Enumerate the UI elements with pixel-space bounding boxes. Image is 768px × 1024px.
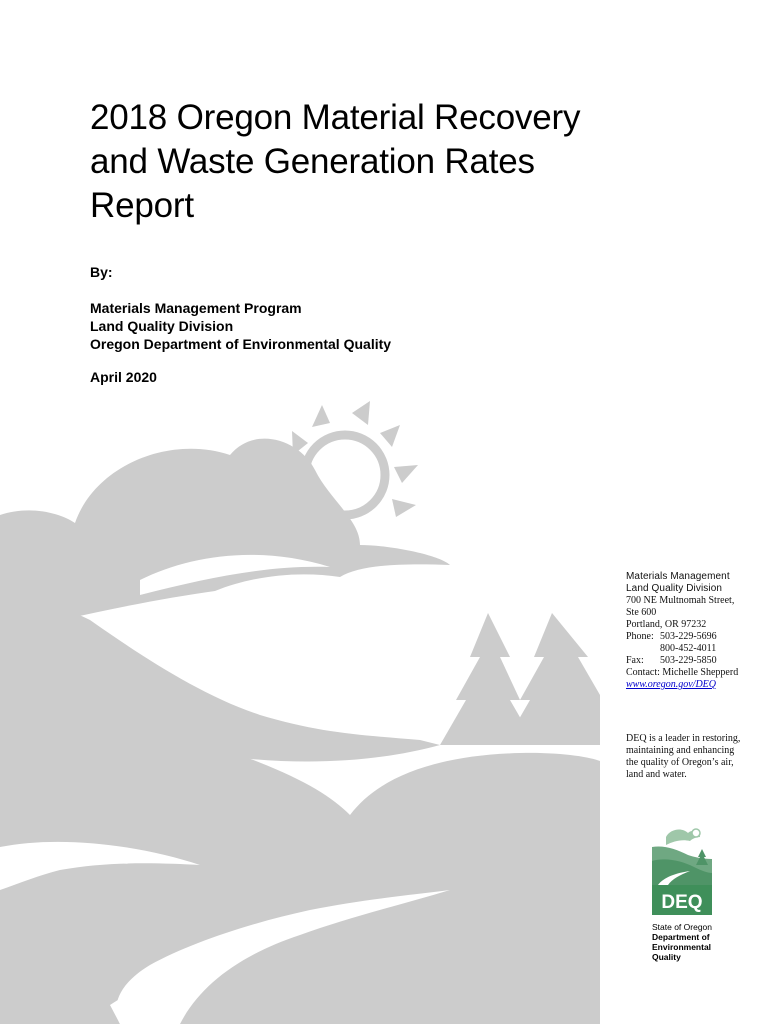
fax-label: Fax: (626, 655, 644, 666)
landscape-illustration (0, 395, 600, 1024)
org-program: Materials Management Program (90, 300, 302, 316)
contact-phone-row-2 (626, 643, 766, 655)
contact-street: 700 NE Multnomah Street, (626, 595, 735, 606)
contact-block (626, 571, 766, 691)
report-title (90, 96, 690, 228)
fax-number: 503-229-5850 (660, 655, 717, 666)
by-label: By: (90, 264, 113, 280)
title-line: and Waste Generation Rates (90, 142, 535, 181)
deq-wordmark: DEQ (661, 892, 703, 913)
contact-city: Portland, OR 97232 (626, 619, 707, 630)
caption-quality: Quality (652, 952, 681, 962)
title-line: 2018 Oregon Material Recovery (90, 98, 581, 137)
author-organization (90, 299, 391, 353)
contact-suite: Ste 600 (626, 607, 657, 618)
phone-number-1: 503-229-5696 (660, 631, 717, 642)
contact-program: Materials Management (626, 571, 730, 582)
logo-caption (652, 922, 732, 962)
contact-fax-row (626, 655, 766, 667)
caption-department: Department of (652, 932, 710, 942)
org-department: Oregon Department of Environmental Quality (90, 336, 392, 352)
org-division: Land Quality Division (90, 318, 234, 334)
publication-date: April 2020 (90, 369, 157, 385)
contact-phone-row (626, 631, 766, 643)
deq-tagline: DEQ is a leader in restoring, maintaining and enhancing the quality of Oregon’s air, land and water. (626, 733, 741, 780)
contact-person: Contact: Michelle Shepperd (626, 667, 739, 678)
website-link[interactable]: www.oregon.gov/DEQ (626, 679, 716, 690)
caption-environmental: Environmental (652, 942, 712, 952)
caption-state: State of Oregon (652, 922, 713, 932)
deq-logo-landscape-icon (652, 823, 712, 885)
phone-number-2: 800-452-4011 (660, 643, 717, 654)
title-line: Report (90, 186, 194, 225)
phone-label: Phone: (626, 631, 654, 642)
deq-logo (652, 823, 712, 917)
contact-division: Land Quality Division (626, 583, 723, 594)
